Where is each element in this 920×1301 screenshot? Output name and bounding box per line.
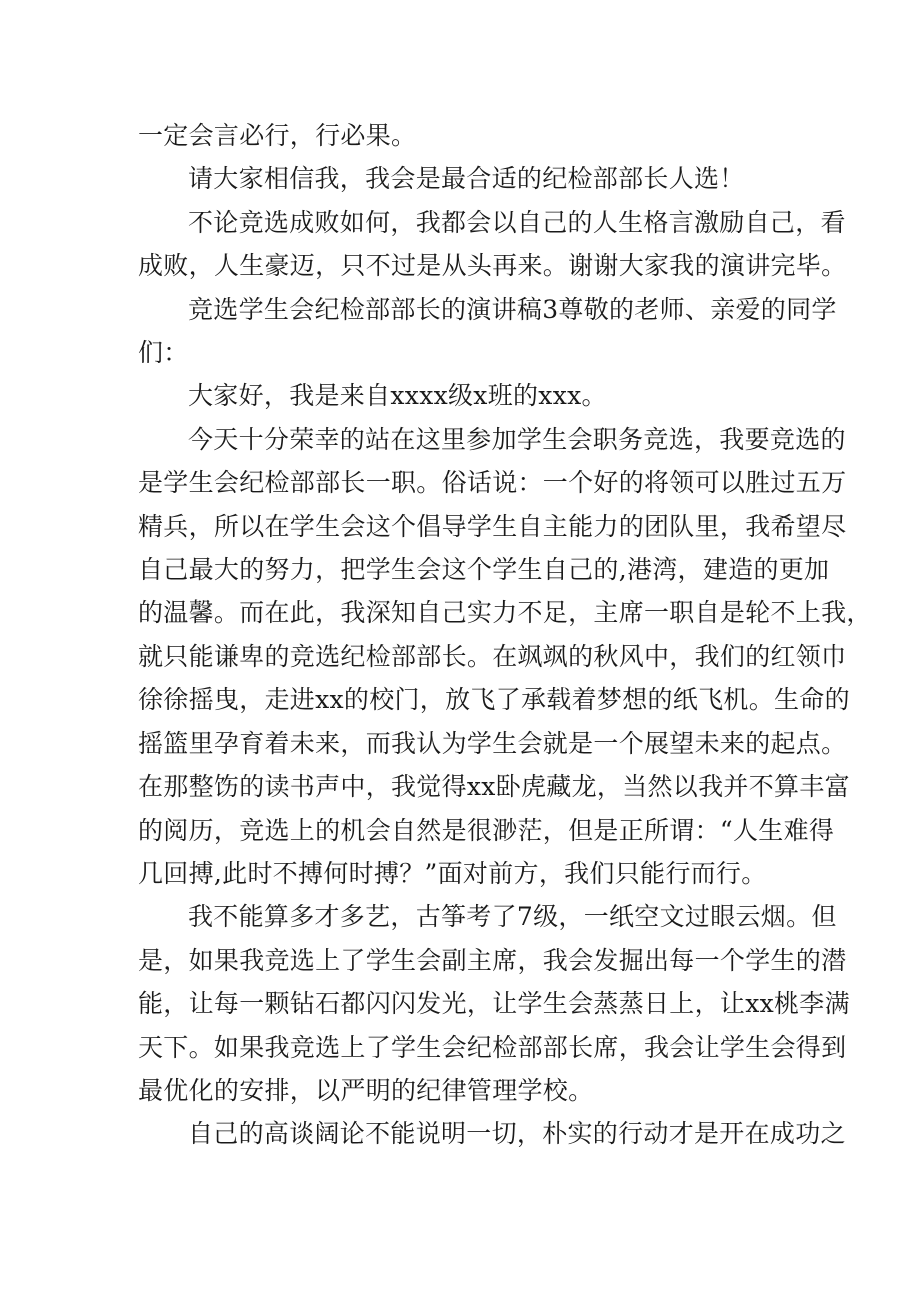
text-line: 们： bbox=[138, 338, 189, 368]
text-line: 的温馨。而在此，我深知自己实力不足，主席一职自是轮不上我， bbox=[138, 598, 872, 628]
text-line: 我不能算多才多艺，古筝考了7级，一纸空文过眼云烟。但 bbox=[188, 902, 837, 932]
text-line: 今天十分荣幸的站在这里参加学生会职务竞选，我要竞选的 bbox=[188, 424, 846, 454]
text-line: 不论竞选成败如何，我都会以自己的人生格言激励自己，看 bbox=[188, 207, 846, 237]
text-line: 天下。如果我竞选上了学生会纪检部部长席，我会让学生会得到 bbox=[138, 1032, 847, 1062]
text-line: 成败，人生豪迈，只不过是从头再来。谢谢大家我的演讲完毕。 bbox=[138, 251, 847, 281]
text-line: 的阅历，竞选上的机会自然是很渺茫，但是正所谓：“人生难得 bbox=[138, 815, 835, 845]
text-line: 能，让每一颗钻石都闪闪发光，让学生会蒸蒸日上，让xx桃李满 bbox=[138, 989, 850, 1019]
text-line: 在那整饬的读书声中，我觉得xx卧虎藏龙，当然以我并不算丰富 bbox=[138, 772, 850, 802]
text-line: 就只能谦卑的竞选纪检部部长。在飒飒的秋风中，我们的红领巾 bbox=[138, 641, 847, 671]
paragraph bbox=[138, 157, 788, 200]
text-line: 自己的高谈阔论不能说明一切，朴实的行动才是开在成功之 bbox=[188, 1119, 846, 1149]
paragraph bbox=[138, 374, 788, 417]
text-line: 自己最大的努力，把学生会这个学生自己的,港湾，建造的更加 bbox=[138, 555, 830, 585]
text-line: 最优化的安排，以严明的纪律管理学校。 bbox=[138, 1075, 594, 1105]
paragraph bbox=[138, 1112, 846, 1155]
text-line: 徐徐摇曳，走进xx的校门，放飞了承载着梦想的纸飞机。生命的 bbox=[138, 685, 850, 715]
paragraph bbox=[138, 114, 788, 157]
text-line: 请大家相信我，我会是最合适的纪检部部长人选！ bbox=[188, 164, 745, 194]
text-line: 精兵，所以在学生会这个倡导学生自主能力的团队里，我希望尽 bbox=[138, 511, 847, 541]
text-line: 竞选学生会纪检部部长的演讲稿3尊敬的老师、亲爱的同学 bbox=[188, 294, 837, 324]
text-line: 摇篮里孕育着未来，而我认为学生会就是一个展望未来的起点。 bbox=[138, 728, 847, 758]
text-line: 是学生会纪检部部长一职。俗话说：一个好的将领可以胜过五万 bbox=[138, 468, 847, 498]
paragraph bbox=[138, 201, 847, 288]
paragraph bbox=[138, 288, 837, 375]
text-line: 是，如果我竞选上了学生会副主席，我会发掘出每一个学生的潜 bbox=[138, 945, 847, 975]
text-line: 几回搏,此时不搏何时搏？”面对前方，我们只能行而行。 bbox=[138, 858, 767, 888]
text-line: 大家好，我是来自xxxx级x班的xxx。 bbox=[188, 381, 607, 411]
paragraph bbox=[138, 895, 850, 1112]
text-line: 一定会言必行，行必果。 bbox=[138, 121, 417, 150]
document-body bbox=[138, 114, 872, 1156]
paragraph bbox=[138, 418, 872, 895]
